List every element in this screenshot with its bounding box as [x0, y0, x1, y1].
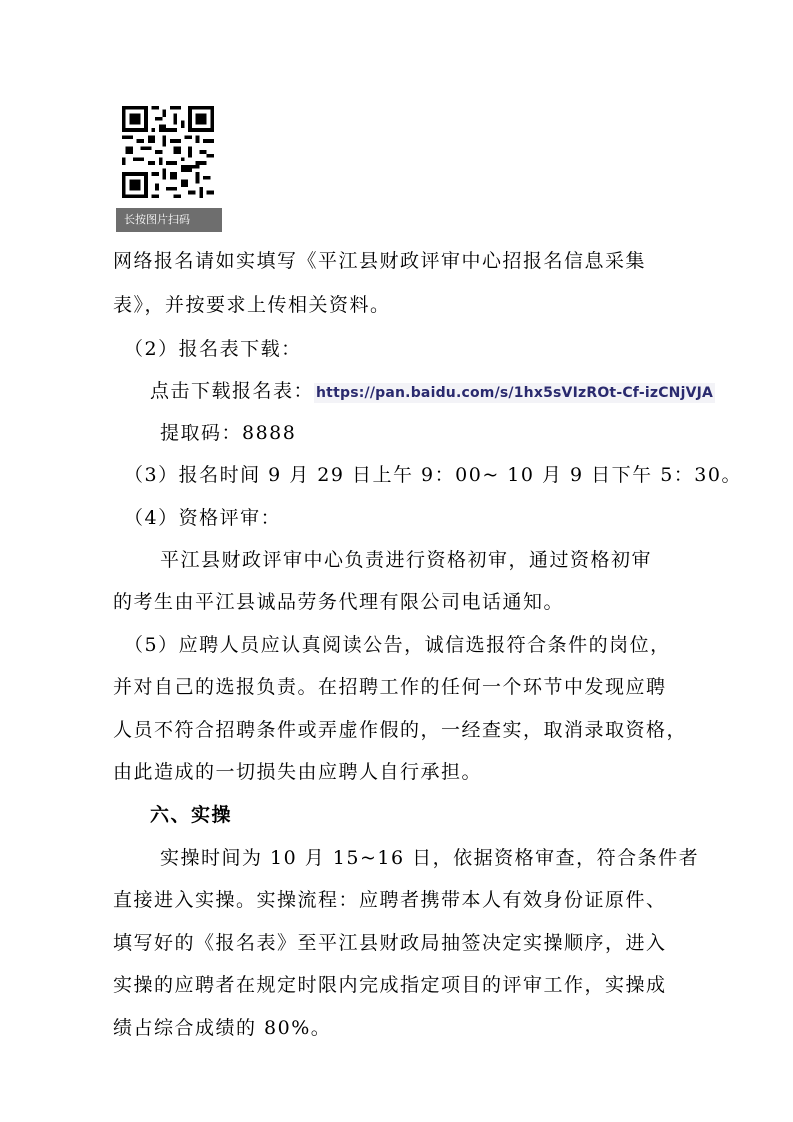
- download-link[interactable]: https://pan.baidu.com/s/1hx5sVIzROt-Cf-izCNjVJA: [316, 385, 714, 401]
- item4-line2: 的考生由平江县诚品劳务代理有限公司电话通知。: [113, 591, 565, 613]
- download-line: [150, 376, 715, 403]
- qr-code-image[interactable]: [122, 106, 214, 198]
- item5-line2: 并对自己的选报负责。在招聘工作的任何一个环节中发现应聘: [113, 676, 667, 698]
- section6-line3: 填写好的《报名表》至平江县财政局抽签决定实操顺序，进入: [113, 932, 667, 954]
- section6-line4: 实操的应聘者在规定时限内完成指定项目的评审工作，实操成: [113, 974, 667, 996]
- item5-line1: （5）应聘人员应认真阅读公告，诚信选报符合条件的岗位，: [124, 634, 671, 656]
- item5-line3: 人员不符合招聘条件或弄虚作假的，一经查实，取消录取资格，: [113, 719, 688, 741]
- para-online-registration-line1: 网络报名请如实填写《平江县财政评审中心招报名信息采集: [113, 250, 647, 272]
- qr-caption: 长按图片扫码: [116, 208, 222, 232]
- item4-line1: 平江县财政评审中心负责进行资格初审，通过资格初审: [160, 549, 653, 571]
- extraction-code: 提取码：8888: [160, 422, 297, 444]
- para-online-registration-line2: 表》，并按要求上传相关资料。: [113, 294, 391, 316]
- download-label: 点击下载报名表：: [150, 380, 315, 402]
- section6-line5: 绩占综合成绩的 80%。: [113, 1017, 332, 1039]
- section6-line2: 直接进入实操。实操流程：应聘者携带本人有效身份证原件、: [113, 889, 667, 911]
- section6-line1: 实操时间为 10 月 15~16 日，依据资格审查，符合条件者: [160, 847, 700, 869]
- item5-line4: 由此造成的一切损失由应聘人自行承担。: [113, 761, 483, 783]
- section6-heading: 六、实操: [150, 804, 233, 826]
- item2-title: （2）报名表下载：: [124, 338, 302, 360]
- item3-registration-time: （3）报名时间 9 月 29 日上午 9：00~ 10 月 9 日下午 5：30。: [124, 464, 742, 486]
- item4-title: （4）资格评审：: [124, 507, 282, 529]
- qr-code-block: [116, 106, 221, 232]
